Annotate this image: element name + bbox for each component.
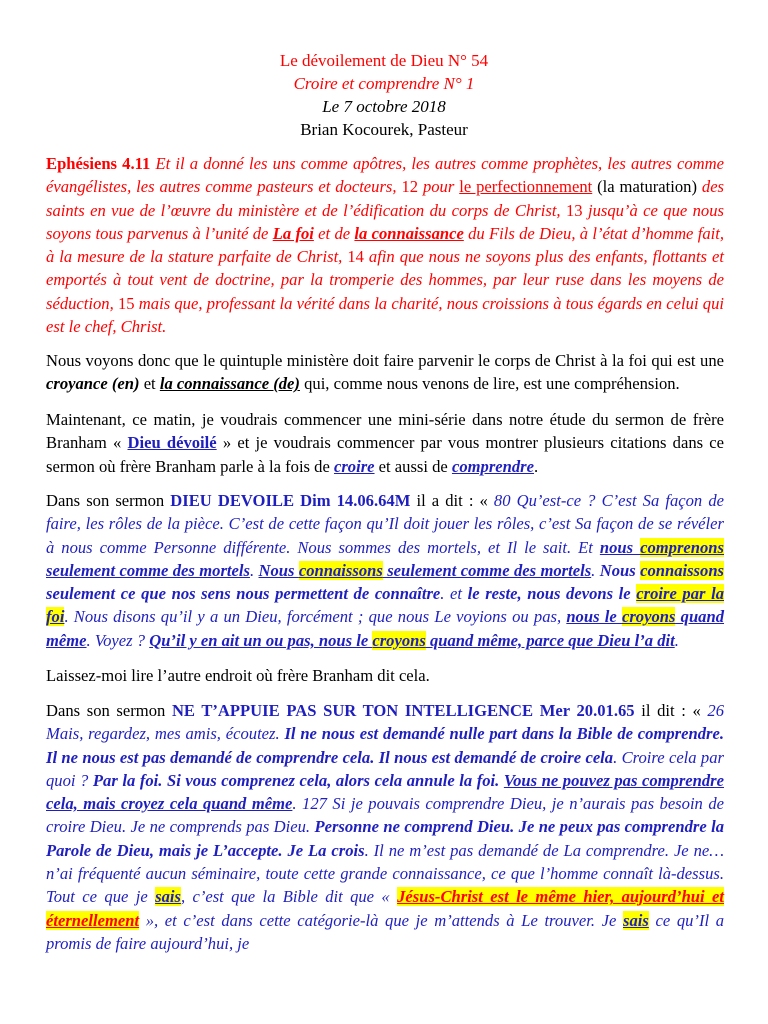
quote-text: , c’est que la Bible dit que « (180, 887, 398, 907)
highlighted-word: sais (155, 887, 181, 907)
scripture-text: afin que nous ne soyons plus des enfants, flottants et emportés à tout vent de doctrine, par la tromperie des hommes, par leur ruse dans les moyens de séduction, (46, 247, 724, 313)
body-text: qui, comme nous venons de lire, est une compréhension. (299, 374, 680, 394)
document-title: Le dévoilement de Dieu N° 54 (279, 51, 489, 70)
scripture-text: jusqu’à ce que nous soyons tous parvenus à l’unité de (46, 200, 724, 243)
quote-emphasis: Nous connaissons seulement ce que nos sens nous permettent de connaître (46, 560, 725, 604)
body-text: Maintenant, ce matin, je voudrais commencer une mini-série dans notre étude du sermon de frère Branham « (46, 410, 724, 453)
quote-text: 80 Qu’est-ce ? C’est Sa façon de faire, les rôles de la pièce. C’est de cette façon qu’Il doit jouer les rôles, c’est Sa façon de se révéler à nous comme Personne différente. Nous sommes des mortels, et Il le sait. Et (46, 491, 724, 557)
sermon-title-link: Dieu dévoilé (127, 433, 217, 453)
sermon-reference: NE T’APPUIE PAS SUR TON INTELLIGENCE Mer 20.01.65 (171, 701, 635, 720)
quote-text: . et (440, 584, 468, 604)
scripture-note: (la maturation) (592, 177, 702, 197)
quote-text: . Nous disons qu’il y a un Dieu, forcément ; que nous Le voyions ou pas, (64, 607, 567, 627)
quote-text: . Il ne m’est pas demandé de La comprendre. Je ne… n’ai fréquenté aucun séminaire, toute cette grande connaissance, ce que l’homme connaît là-dessus. Tout ce que je (46, 840, 725, 907)
body-text: il dit : « (634, 701, 708, 720)
scripture-reference: Ephésiens 4.11 (46, 154, 151, 173)
quote-paragraph (46, 699, 724, 955)
body-text: et aussi de (374, 456, 452, 476)
body-text: Dans son sermon (46, 491, 171, 510)
quote-text: 26 Mais, regardez, mes amis, écoutez. (46, 701, 725, 744)
quote-emphasis: Qu’il y en ait un ou pas, nous le croyons quand même, parce que Dieu l’a dit (149, 630, 675, 650)
quote-emphasis: Nous connaissons seulement comme des mortels (258, 560, 592, 580)
scripture-text: pour (418, 177, 460, 197)
sermon-reference: DIEU DEVOILE Dim 14.06.64M (170, 491, 411, 510)
emphasis-text: croyance (en) (46, 374, 140, 394)
quote-emphasis: Personne ne comprend Dieu. Je ne peux pas comprendre la Parole de Dieu, mais je L’accepte. Je La crois (46, 817, 724, 860)
document-date: Le 7 octobre 2018 (322, 97, 446, 116)
verse-number: 15 (117, 293, 135, 313)
body-paragraph: Laissez-moi lire l’autre endroit où frère Branham dit cela. (46, 666, 430, 685)
quote-paragraph (46, 489, 724, 652)
body-paragraph (46, 349, 724, 396)
body-text: il a dit : « (410, 491, 494, 510)
body-text: Dans son sermon (46, 701, 172, 720)
body-text: Nous voyons donc que le quintuple ministère doit faire parvenir le corps de Christ à la foi qui est une (46, 351, 724, 370)
scripture-text: du Fils de Dieu, à l’état d’homme fait, à la mesure de la stature parfaite de Christ, (46, 223, 724, 267)
highlighted-scripture: Jésus-Christ est le même hier, aujourd’hui et éternellement (46, 887, 724, 930)
document-author: Brian Kocourek, Pasteur (300, 120, 468, 139)
quote-text: . Croire cela par quoi ? (46, 747, 724, 790)
verse-number: 13 (565, 200, 583, 220)
scripture-text: mais que, professant la vérité dans la charité, nous croissions à tous égards en celui qui est le chef, Christ. (46, 293, 724, 337)
body-text: . (534, 456, 539, 476)
verse-number: 14 (347, 247, 364, 267)
quote-text: . 127 Si je pouvais comprendre Dieu, je n’aurais pas besoin de croire Dieu. Je ne comprends pas Dieu. (46, 794, 725, 837)
quote-emphasis: nous le croyons quand même (46, 607, 725, 650)
quote-emphasis: le reste, nous devons le croire par la foi (46, 584, 724, 627)
quote-text: . (674, 630, 679, 650)
scripture-text: et de (313, 223, 355, 243)
body-text: » et je voudrais commencer par vous montrer plusieurs citations dans ce sermon où frère Branham parle à la fois de (46, 433, 725, 476)
scripture-text: Et il a donné les uns comme apôtres, les autres comme prophètes, les autres comme évangélistes, les autres comme pasteurs et docteurs, (46, 154, 725, 197)
document-header (0, 49, 768, 141)
quote-emphasis: Par la foi. Si vous comprenez cela, alors cela annule la foi. (92, 770, 504, 790)
scripture-emphasis: le perfectionnement (459, 177, 593, 197)
document-subtitle: Croire et comprendre N° 1 (293, 74, 475, 93)
quote-text: », et c’est dans cette catégorie-là que je m’attends à Le trouver. Je (139, 910, 623, 930)
scripture-text: des saints en vue de l’œuvre du ministère et de l’édification du corps de Christ, (46, 177, 725, 220)
quote-text: . (249, 560, 259, 580)
scripture-emphasis: la connaissance (354, 223, 464, 243)
quote-text: . Voyez ? (86, 630, 150, 650)
highlighted-word: sais (623, 910, 649, 930)
body-text: et (139, 374, 160, 394)
quote-emphasis: nous comprenons seulement comme des mortels (46, 537, 724, 580)
verse-number: 12 (401, 177, 419, 197)
quote-emphasis: Il ne nous est demandé nulle part dans la Bible de comprendre. Il ne nous est pas demandé de comprendre cela. Il nous est demandé de croire cela (46, 724, 724, 767)
quote-text: ce qu’Il a promis de faire aujourd’hui, je (46, 910, 725, 953)
scripture-paragraph (46, 152, 724, 338)
quote-text: . (591, 560, 600, 580)
scripture-emphasis: La foi (272, 223, 314, 243)
emphasis-text: comprendre (451, 456, 534, 476)
body-paragraph (46, 408, 724, 478)
quote-emphasis: Vous ne pouvez pas comprendre cela, mais croyez cela quand même (46, 770, 724, 814)
emphasis-text: croire (333, 456, 375, 476)
emphasis-text: la connaissance (de) (159, 374, 300, 394)
